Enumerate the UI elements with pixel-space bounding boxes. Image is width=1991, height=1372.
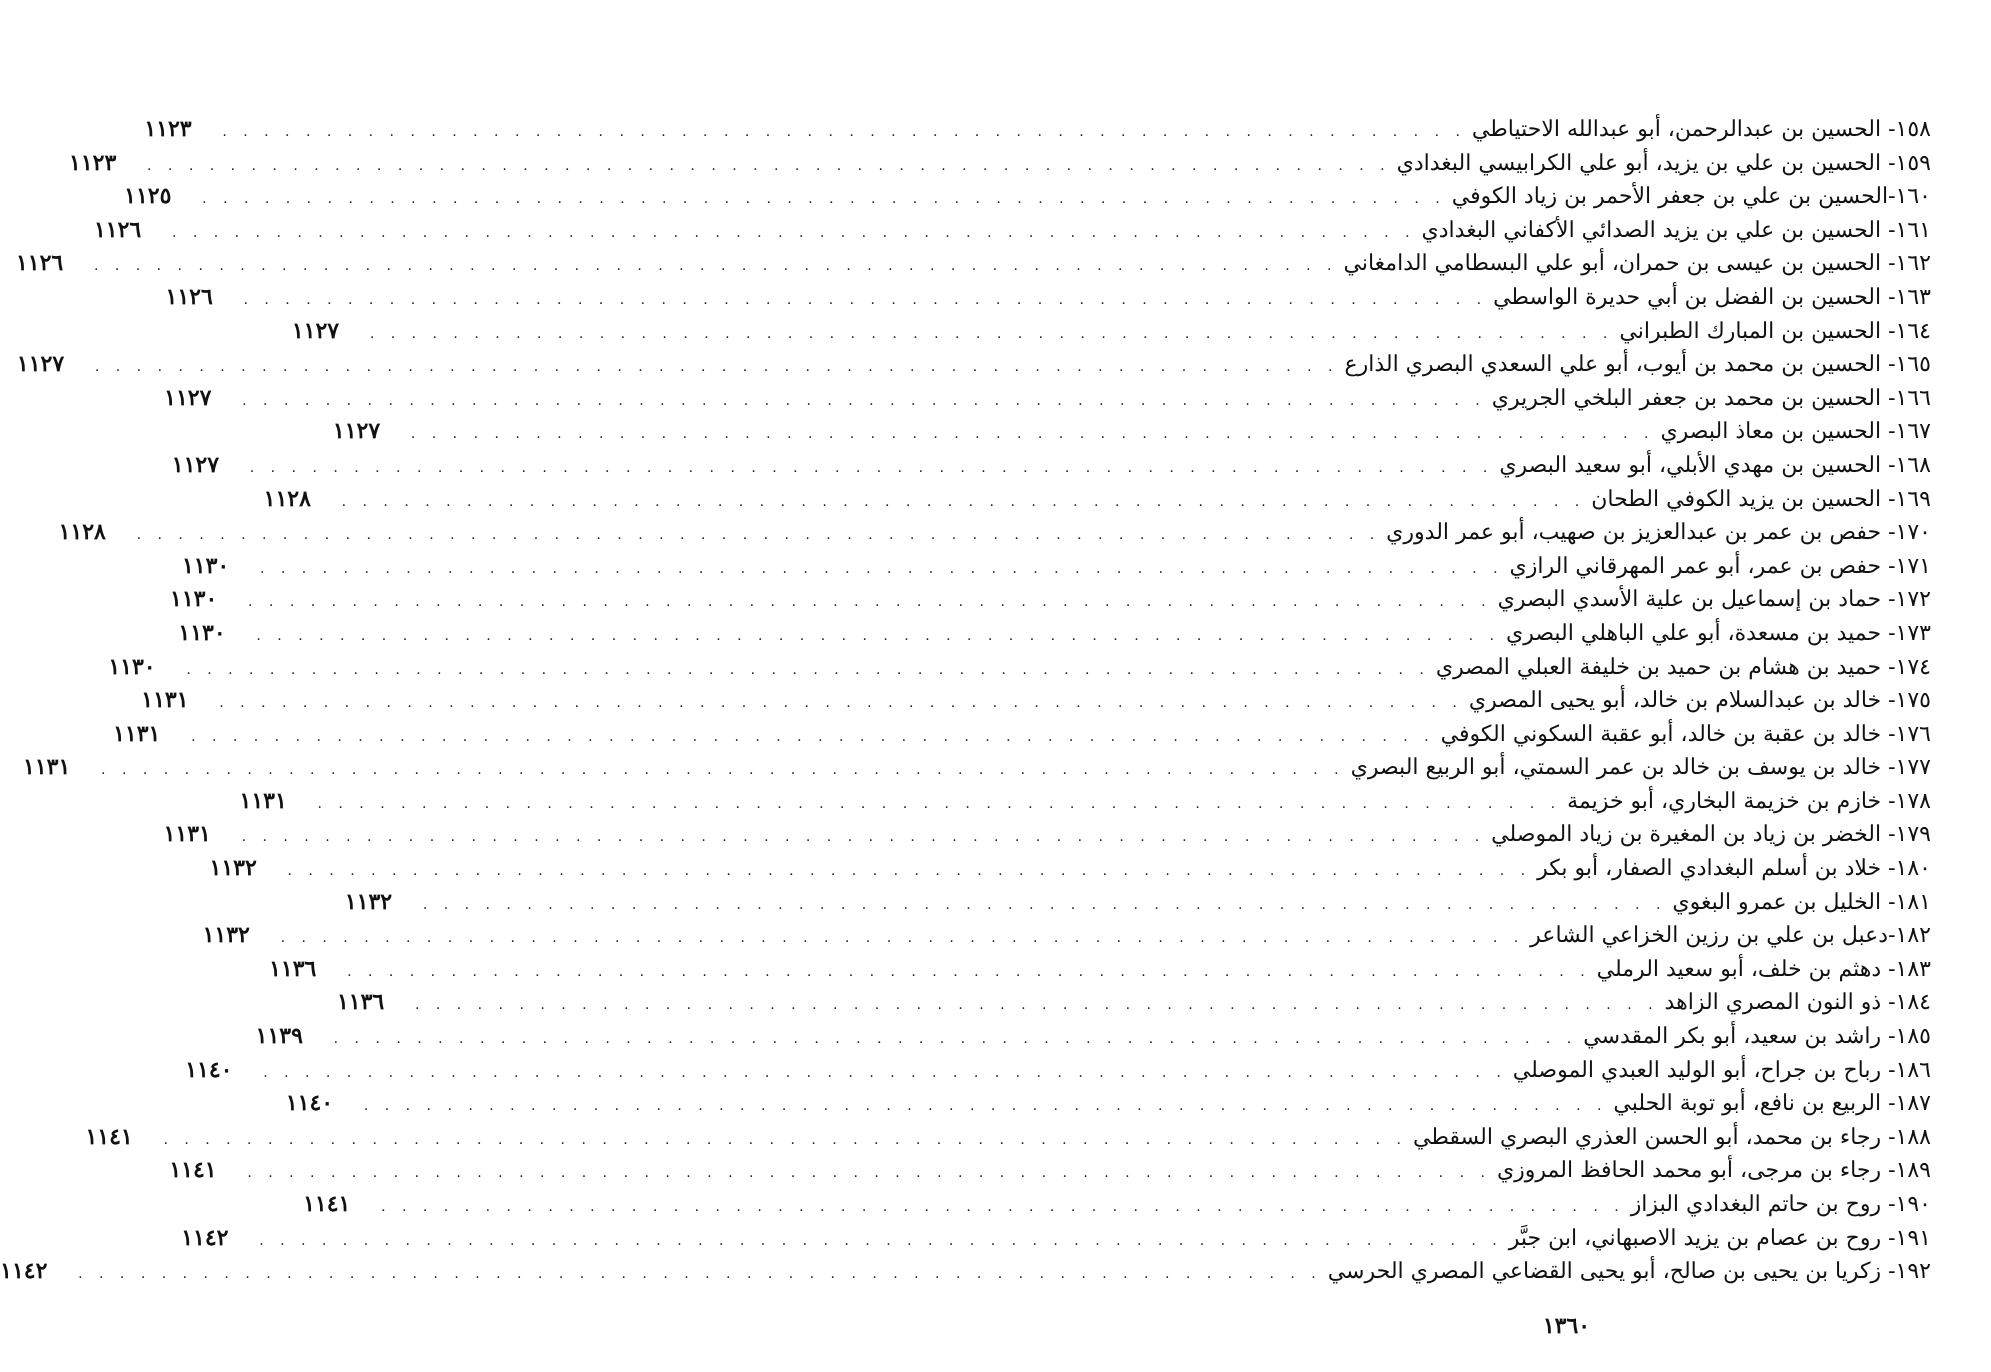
entry-title: ١٨٢-دعبل بن علي بن رزين الخزاعي الشاعر xyxy=(1530,923,1931,949)
toc-entry xyxy=(169,1154,1931,1188)
toc-entry xyxy=(263,483,1931,517)
entry-page-number: ١١٣١ xyxy=(23,754,71,781)
entry-page-number: ١١٢٥ xyxy=(124,183,172,210)
table-of-contents xyxy=(0,113,1931,1289)
toc-entry xyxy=(344,886,1931,920)
dot-leader: . . . . . . . . . . . . . . . . . . . . . . . . . . . . . . . . . . . . . . . . . . . . . . . . . . . . . . . . . . . . xyxy=(369,325,1614,342)
entry-title: ١٩٠- روح بن حاتم البغدادي البزاز xyxy=(1630,1192,1931,1217)
dot-leader: . . . . . . . . . . . . . . . . . . . . . . . . . . . . . . . . . . . . . . . . . . . . . . . . . . . . . . . . . . . . xyxy=(263,1064,1507,1081)
entry-page-number: ١١٢٣ xyxy=(144,116,192,142)
toc-entry xyxy=(164,382,1931,416)
dot-leader: . . . . . . . . . . . . . . . . . . . . . . . . . . . . . . . . . . . . . . . . . . . . . . . . . . . . . . . . . . . . xyxy=(341,493,1586,510)
entry-page-number: ١١٤٠ xyxy=(185,1056,233,1083)
entry-page-number: ١١٣٠ xyxy=(108,653,156,680)
toc-entry xyxy=(202,919,1931,953)
toc-entry xyxy=(16,348,1931,382)
entry-title: ١٧٤- حميد بن هشام بن حميد بن خليفة العبلي المصري xyxy=(1435,654,1931,680)
entry-page-number: ١١٣١ xyxy=(163,821,211,848)
entry-page-number: ١١٢٧ xyxy=(332,418,381,445)
toc-entry xyxy=(113,718,1931,752)
toc-entry xyxy=(15,247,1931,281)
entry-title: ١٨٠- خلاد بن أسلم البغدادي الصفار، أبو بكر xyxy=(1537,856,1931,882)
page-number: ١٣٦٠ xyxy=(1542,1313,1591,1339)
entry-page-number: ١١٤١ xyxy=(169,1157,217,1184)
entry-title: ١٧٩- الخضر بن زياد بن المغيرة بن زياد الموصلي xyxy=(1491,822,1931,848)
dot-leader: . . . . . . . . . . . . . . . . . . . . . . . . . . . . . . . . . . . . . . . . . . . . . . . . . . . . . . . . . . . . xyxy=(241,829,1486,846)
dot-leader: . . . . . . . . . . . . . . . . . . . . . . . . . . . . . . . . . . . . . . . . . . . . . . . . . . . . . . . . . . . . xyxy=(410,426,1655,443)
entry-page-number: ١١٢٦ xyxy=(165,283,213,310)
entry-page-number: ١١٣٦ xyxy=(269,955,317,982)
dot-leader: . . . . . . . . . . . . . . . . . . . . . . . . . . . . . . . . . . . . . . . . . . . . . . . . . . . . . . . . . . . . xyxy=(363,1098,1608,1115)
entry-page-number: ١١٤١ xyxy=(85,1123,133,1150)
entry-page-number: ١١٣١ xyxy=(239,787,287,814)
entry-title: ١٧٠- حفص بن عمر بن عبدالعزيز بن صهيب، أبو عمر الدوري xyxy=(1386,520,1931,546)
entry-title: ١٦٨- الحسين بن مهدي الأبلي، أبو سعيد البصري xyxy=(1499,452,1931,478)
entry-page-number: ١١٢٣ xyxy=(69,149,117,176)
entry-page-number: ١١٢٧ xyxy=(171,451,220,478)
toc-entry xyxy=(171,449,1931,483)
entry-title: ١٦٦- الحسين بن محمد بن جعفر البلخي الجريري xyxy=(1491,385,1931,411)
entry-page-number: ١١٣٠ xyxy=(181,552,230,579)
entry-title: ١٧٧- خالد بن يوسف بن خالد بن عمر السمتي، أبو الربيع البصري xyxy=(1350,755,1931,781)
entry-title: ١٧٦- خالد بن عقبة بن خالد، أبو عقبة السكوني الكوفي xyxy=(1440,721,1931,747)
entry-title: ١٩٢- زكريا بن يحيى بن صالح، أبو يحيى القضاعي المصري الحرسي xyxy=(1327,1259,1931,1285)
entry-page-number: ١١٢٧ xyxy=(164,384,212,411)
dot-leader: . . . . . . . . . . . . . . . . . . . . . . . . . . . . . . . . . . . . . . . . . . . . . . . . . . . . . . . . . . . . xyxy=(287,863,1532,880)
entry-title: ١٦١- الحسين بن علي بن يزيد الصدائي الأكفاني البغدادي xyxy=(1421,217,1931,243)
entry-title: ١٥٨- الحسين بن عبدالرحمن، أبو عبدالله الاحتياطي xyxy=(1471,117,1931,142)
toc-entry xyxy=(144,113,1931,147)
toc-entry xyxy=(58,516,1931,550)
entry-title: ١٨٦- رباح بن جراح، أبو الوليد العبدي الموصلي xyxy=(1512,1057,1931,1083)
toc-entry xyxy=(93,214,1931,248)
entry-page-number: ١١٣٦ xyxy=(336,989,385,1016)
dot-leader: . . . . . . . . . . . . . . . . . . . . . . . . . . . . . . . . . . . . . . . . . . . . . . . . . . . . . . . . . . . . xyxy=(202,191,1446,208)
toc-entry xyxy=(108,651,1931,685)
entry-page-number: ١١٤٢ xyxy=(0,1258,48,1285)
dot-leader: . . . . . . . . . . . . . . . . . . . . . . . . . . . . . . . . . . . . . . . . . . . . . . . . . . . . . . . . . . . . xyxy=(333,1031,1578,1048)
entry-page-number: ١١٤١ xyxy=(303,1191,351,1217)
dot-leader: . . . . . . . . . . . . . . . . . . . . . . . . . . . . . . . . . . . . . . . . . . . . . . . . . . . . . . . . . . . . xyxy=(248,594,1492,611)
toc-entry xyxy=(181,1222,1931,1256)
entry-page-number: ١١٤٢ xyxy=(181,1224,229,1251)
dot-leader: . . . . . . . . . . . . . . . . . . . . . . . . . . . . . . . . . . . . . . . . . . . . . . . . . . . . . . . . . . . . xyxy=(242,392,1486,409)
toc-entry xyxy=(332,415,1931,449)
entry-title: ١٧١- حفص بن عمر، أبو عمر المهرقاني الرازي xyxy=(1509,553,1931,579)
entry-page-number: ١١٣٢ xyxy=(344,888,393,915)
entry-page-number: ١١٢٧ xyxy=(291,317,340,344)
entry-title: ١٨٩- رجاء بن مرجى، أبو محمد الحافظ المروزي xyxy=(1496,1158,1931,1184)
toc-entry xyxy=(303,1188,1931,1222)
dot-leader: . . . . . . . . . . . . . . . . . . . . . . . . . . . . . . . . . . . . . . . . . . . . . . . . . . . . . . . . . . . . xyxy=(93,258,1338,275)
entry-page-number: ١١٣٠ xyxy=(178,619,226,646)
toc-entry xyxy=(170,583,1931,617)
entry-title: ١٦٥- الحسين بن محمد بن أيوب، أبو علي السعدي البصري الذارع xyxy=(1344,352,1931,378)
toc-entry xyxy=(336,986,1931,1020)
entry-title: ١٦٠-الحسين بن علي بن جعفر الأحمر بن زياد الكوفي xyxy=(1451,184,1931,210)
entry-page-number: ١١٣١ xyxy=(141,687,189,714)
dot-leader: . . . . . . . . . . . . . . . . . . . . . . . . . . . . . . . . . . . . . . . . . . . . . . . . . . . . . . . . . . . . xyxy=(219,695,1463,712)
entry-title: ١٨٣- دهثم بن خلف، أبو سعيد الرملي xyxy=(1596,956,1931,982)
toc-entry xyxy=(23,751,1931,785)
toc-entry xyxy=(124,180,1931,214)
toc-entry xyxy=(255,1020,1931,1054)
dot-leader: . . . . . . . . . . . . . . . . . . . . . . . . . . . . . . . . . . . . . . . . . . . . . . . . . . . . . . . . . . . . xyxy=(247,1165,1491,1182)
entry-page-number: ١١٢٦ xyxy=(93,216,142,243)
entry-page-number: ١١٢٦ xyxy=(15,250,64,277)
entry-title: ١٥٩- الحسين بن علي بن يزيد، أبو علي الكرابيسي البغدادي xyxy=(1396,150,1931,176)
dot-leader: . . . . . . . . . . . . . . . . . . . . . . . . . . . . . . . . . . . . . . . . . . . . . . . . . . . . . . . . . . . . xyxy=(171,224,1416,241)
toc-entry xyxy=(163,818,1931,852)
toc-entry xyxy=(291,315,1931,349)
dot-leader: . . . . . . . . . . . . . . . . . . . . . . . . . . . . . . . . . . . . . . . . . . . . . . . . . . . . . . . . . . . . xyxy=(317,795,1562,812)
toc-entry xyxy=(181,550,1931,584)
dot-leader: . . . . . . . . . . . . . . . . . . . . . . . . . . . . . . . . . . . . . . . . . . . . . . . . . . . . . . . . . . . . xyxy=(186,661,1430,678)
entry-title: ١٨٨- رجاء بن محمد، أبو الحسن العذري البصري السقطي xyxy=(1413,1124,1931,1150)
entry-title: ١٨١- الخليل بن عمرو البغوي xyxy=(1672,889,1931,915)
dot-leader: . . . . . . . . . . . . . . . . . . . . . . . . . . . . . . . . . . . . . . . . . . . . . . . . . . . . . . . . . . . . xyxy=(222,124,1466,140)
entry-page-number: ١١٣٢ xyxy=(209,855,257,882)
entry-title: ١٦٩- الحسين بن يزيد الكوفي الطحان xyxy=(1591,486,1931,512)
dot-leader: . . . . . . . . . . . . . . . . . . . . . . . . . . . . . . . . . . . . . . . . . . . . . . . . . . . . . . . . . . . . xyxy=(163,1131,1408,1148)
dot-leader: . . . . . . . . . . . . . . . . . . . . . . . . . . . . . . . . . . . . . . . . . . . . . . . . . . . . . . . . . . . . xyxy=(78,1266,1322,1283)
dot-leader: . . . . . . . . . . . . . . . . . . . . . . . . . . . . . . . . . . . . . . . . . . . . . . . . . . . . . . . . . . . . xyxy=(381,1199,1625,1215)
entry-page-number: ١١٢٨ xyxy=(58,519,106,546)
entry-title: ١٧٥- خالد بن عبدالسلام بن خالد، أبو يحيى المصري xyxy=(1468,688,1931,714)
entry-page-number: ١١٢٨ xyxy=(263,485,311,512)
dot-leader: . . . . . . . . . . . . . . . . . . . . . . . . . . . . . . . . . . . . . . . . . . . . . . . . . . . . . . . . . . . . xyxy=(422,896,1667,913)
dot-leader: . . . . . . . . . . . . . . . . . . . . . . . . . . . . . . . . . . . . . . . . . . . . . . . . . . . . . . . . . . . . xyxy=(191,728,1435,745)
entry-page-number: ١١٣١ xyxy=(113,720,161,747)
dot-leader: . . . . . . . . . . . . . . . . . . . . . . . . . . . . . . . . . . . . . . . . . . . . . . . . . . . . . . . . . . . . xyxy=(256,627,1500,644)
toc-entry xyxy=(85,1121,1931,1155)
entry-page-number: ١١٣٢ xyxy=(202,922,250,949)
dot-leader: . . . . . . . . . . . . . . . . . . . . . . . . . . . . . . . . . . . . . . . . . . . . . . . . . . . . . . . . . . . . xyxy=(101,762,1345,779)
dot-leader: . . . . . . . . . . . . . . . . . . . . . . . . . . . . . . . . . . . . . . . . . . . . . . . . . . . . . . . . . . . . xyxy=(94,359,1339,376)
toc-entry xyxy=(209,852,1931,886)
entry-title: ١٨٥- راشد بن سعيد، أبو بكر المقدسي xyxy=(1583,1024,1931,1050)
toc-entry xyxy=(285,1087,1931,1121)
toc-entry xyxy=(141,684,1931,718)
entry-title: ١٨٧- الربيع بن نافع، أبو توبة الحلبي xyxy=(1613,1091,1931,1117)
entry-page-number: ١١٣٩ xyxy=(255,1023,303,1050)
entry-page-number: ١١٣٠ xyxy=(170,586,218,613)
entry-title: ١٨٤- ذو النون المصري الزاهد xyxy=(1664,990,1931,1016)
dot-leader: . . . . . . . . . . . . . . . . . . . . . . . . . . . . . . . . . . . . . . . . . . . . . . . . . . . . . . . . . . . . xyxy=(347,963,1591,980)
entry-title: ١٩١- روح بن عصام بن يزيد الاصبهاني، ابن جبَّر xyxy=(1508,1225,1931,1251)
toc-entry xyxy=(165,281,1931,315)
toc-entry xyxy=(0,1255,1931,1289)
toc-entry xyxy=(239,785,1931,819)
dot-leader: . . . . . . . . . . . . . . . . . . . . . . . . . . . . . . . . . . . . . . . . . . . . . . . . . . . . . . . . . . . . xyxy=(136,527,1381,544)
entry-title: ١٦٣- الحسين بن الفضل بن أبي حديرة الواسطي xyxy=(1493,284,1931,310)
dot-leader: . . . . . . . . . . . . . . . . . . . . . . . . . . . . . . . . . . . . . . . . . . . . . . . . . . . . . . . . . . . . xyxy=(147,157,1391,174)
entry-title: ١٦٧- الحسين بن معاذ البصري xyxy=(1660,419,1931,445)
entry-title: ١٦٢- الحسين بن عيسى بن حمران، أبو علي البسطامي الدامغاني xyxy=(1343,251,1931,277)
dot-leader: . . . . . . . . . . . . . . . . . . . . . . . . . . . . . . . . . . . . . . . . . . . . . . . . . . . . . . . . . . . . xyxy=(243,291,1488,308)
toc-entry xyxy=(178,617,1931,651)
entry-title: ١٧٢- حماد بن إسماعيل بن علية الأسدي البصري xyxy=(1497,587,1931,613)
toc-entry xyxy=(269,953,1931,987)
entry-title: ١٧٣- حميد بن مسعدة، أبو علي الباهلي البصري xyxy=(1505,620,1931,646)
dot-leader: . . . . . . . . . . . . . . . . . . . . . . . . . . . . . . . . . . . . . . . . . . . . . . . . . . . . . . . . . . . . xyxy=(249,459,1494,476)
entry-title: ١٧٨- خازم بن خزيمة البخاري، أبو خزيمة xyxy=(1567,788,1931,814)
dot-leader: . . . . . . . . . . . . . . . . . . . . . . . . . . . . . . . . . . . . . . . . . . . . . . . . . . . . . . . . . . . . xyxy=(280,930,1525,947)
entry-title: ١٦٤- الحسين بن المبارك الطبراني xyxy=(1619,318,1931,344)
entry-page-number: ١١٢٧ xyxy=(16,351,65,378)
toc-entry xyxy=(69,147,1931,181)
dot-leader: . . . . . . . . . . . . . . . . . . . . . . . . . . . . . . . . . . . . . . . . . . . . . . . . . . . . . . . . . . . . xyxy=(259,1232,1503,1249)
dot-leader: . . . . . . . . . . . . . . . . . . . . . . . . . . . . . . . . . . . . . . . . . . . . . . . . . . . . . . . . . . . . xyxy=(414,997,1659,1014)
toc-entry xyxy=(185,1054,1931,1088)
dot-leader: . . . . . . . . . . . . . . . . . . . . . . . . . . . . . . . . . . . . . . . . . . . . . . . . . . . . . . . . . . . . xyxy=(259,560,1504,577)
entry-page-number: ١١٤٠ xyxy=(285,1090,334,1117)
